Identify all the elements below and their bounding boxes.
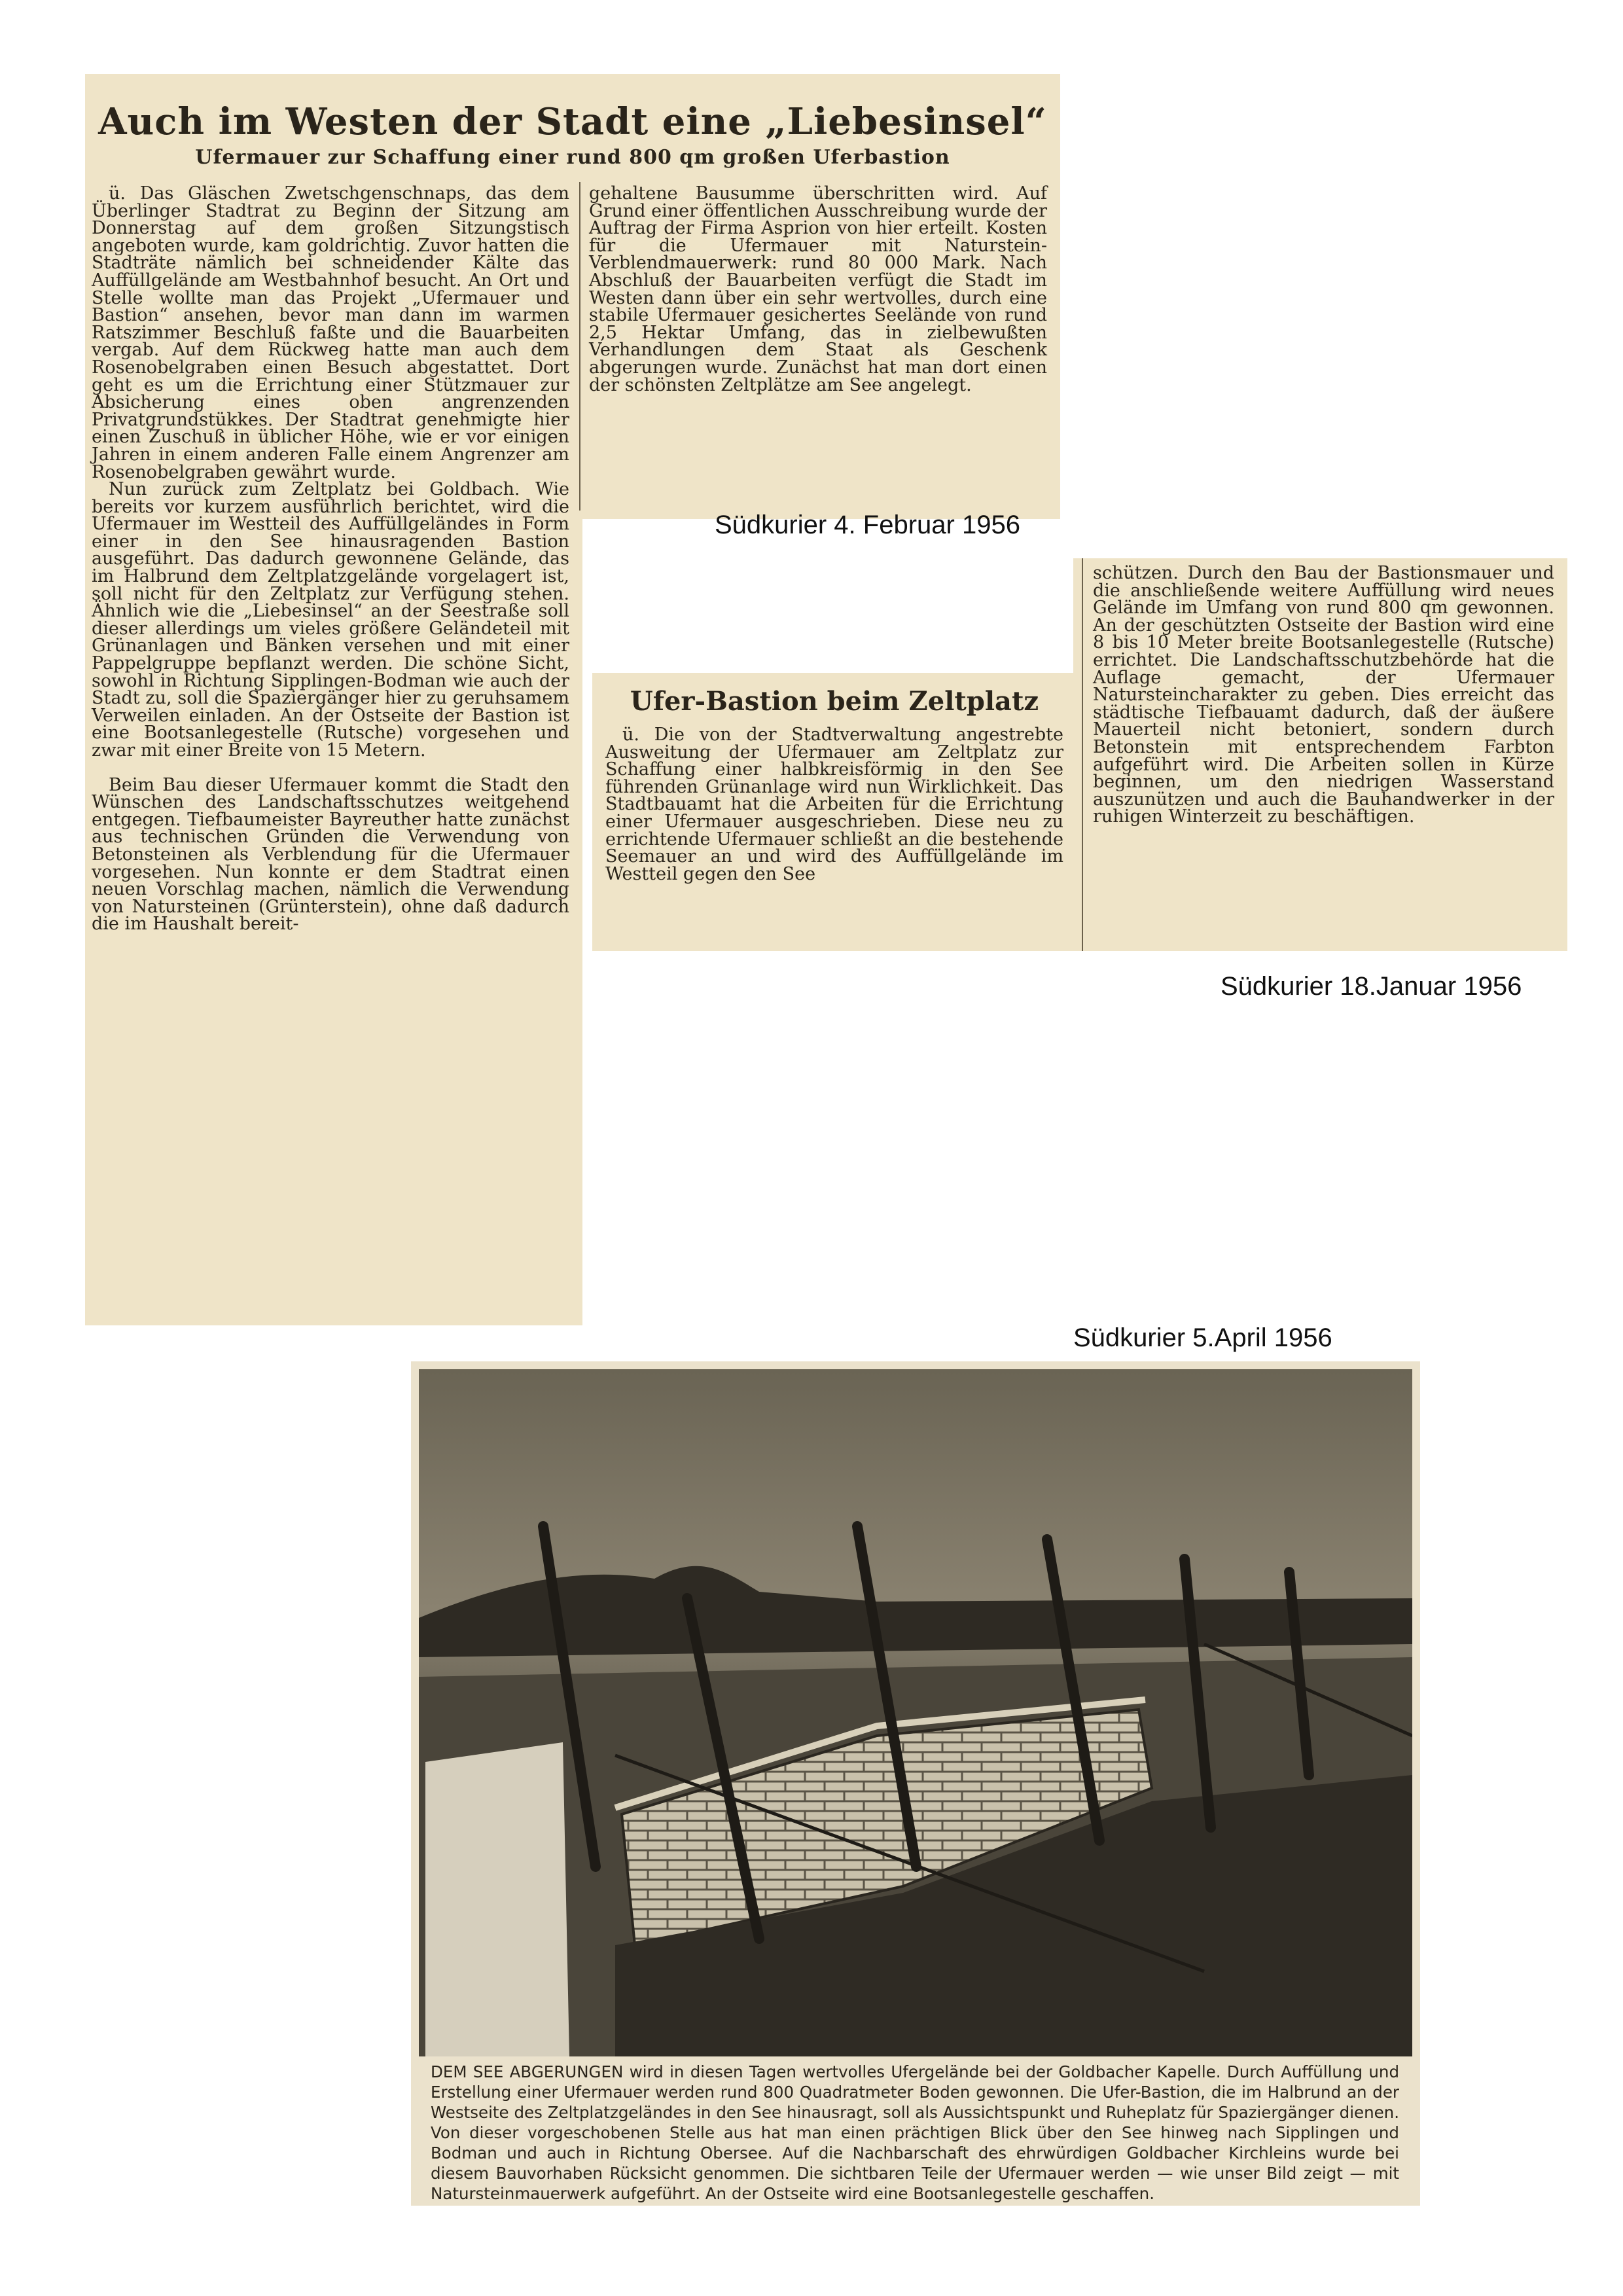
article2-column-1 xyxy=(605,726,1063,883)
article2-source: Südkurier 18.Januar 1956 xyxy=(1221,972,1522,1001)
article2-column-2 xyxy=(1093,565,1554,826)
article3-caption: DEM SEE ABGERUNGEN wird in diesen Tagen wertvolles Ufergelände bei der Goldbacher Kapelle. Durch Auffüllung und Erstellung einer Ufermauer werden rund 800 Quadratmeter Boden gewonnen. Die Ufer-Bastion, die im Halbrund an der Westseite des Zeltplatzgeländes in den See hinausragt, soll als Aussichtspunkt und Ruheplatz für Spaziergänger dienen. Von dieser vorgeschobenen Stelle aus hat man einen prächtigen Blick über den See hinweg nach Sipplingen und Bodman und auch in Richtung Obersee. Auf die Nachbarschaft des ehrwürdigen Goldbacher Kirchleins wurde bei diesem Bauvorhaben Rücksicht genommen. Die sichtbaren Teile der Ufermauer werden — wie unser Bild zeigt — mit Natursteinmauerwerk aufgeführt. An der Ostseite wird eine Bootsanlegestelle geschaffen. xyxy=(431,2062,1399,2203)
construction-photo xyxy=(419,1369,1412,2056)
column-rule xyxy=(1082,558,1083,951)
article1-headline: Auch im Westen der Stadt eine „Liebesinsel“ xyxy=(98,100,1047,143)
article2-clipping-left xyxy=(592,673,1077,951)
article2-headline: Ufer-Bastion beim Zeltplatz xyxy=(630,686,1039,717)
article1-column-1 xyxy=(92,185,569,933)
article2-clipping-right xyxy=(1073,558,1567,951)
article1-col1-para3: Beim Bau dieser Ufermauer kommt die Stadt den Wünschen des Landschaftsschutzes weitgehend entgegen. Tiefbaumeister Bayreuther hatte zunächst aus technischen Gründen die Verwendung von Betonsteinen als Verblendung für die Ufermauer vorgesehen. Nun konnte er dem Stadtrat einen neuen Vorschlag machen, nämlich die Verwendung von Natursteinen (Grünterstein), ohne daß dadurch die im Haushalt bereit- xyxy=(92,774,569,935)
article3-clipping xyxy=(411,1361,1420,2206)
article1-subheadline: Ufermauer zur Schaffung einer rund 800 qm großen Uferbastion xyxy=(195,146,950,169)
article1-column-2 xyxy=(589,185,1047,394)
article2-col2-text: schützen. Durch den Bau der Bastionsmauer und die anschließende weitere Auffüllung wird neues Gelände im Umfang von rund 800 qm gewonnen. An der geschützten Ostseite der Bastion wird eine 8 bis 10 Meter breite Bootsanlegestelle (Rutsche) errichtet. Die Landschaftsschutzbehörde hat die Auflage gemacht, der Ufermauer Natursteincharakter zu geben. Dies erreicht das städtische Tiefbauamt dadurch, daß der äußere Mauerteil nicht betoniert, sondern durch Betonstein mit entsprechendem Farbton aufgeführt wird. Die Arbeiten sollen in Kürze beginnen, um den niedrigen Wasserstand auszunützen und auch die Bauhandwerker in der ruhigen Winterzeit zu beschäftigen. xyxy=(1093,563,1554,827)
article1-col1-para1: ü. Das Gläschen Zwetschgenschnaps, das dem Überlinger Stadtrat zu Beginn der Sitzung am Donnerstag auf dem großen Sitzungstisch angeboten wurde, kam goldrichtig. Zuvor hatten die Stadträte nämlich bei schneidender Kälte das Auffüllgelände am Westbahnhof besucht. An Ort und Stelle wollte man das Projekt „Ufermauer und Bastion“ ansehen, bevor man dann im warmen Ratszimmer Beschluß faßte und die Bauarbeiten vergab. Auf dem Rückweg hatte man auch dem Rosenobelgraben einen Besuch abgestattet. Dort geht es um die Errichtung einer Stützmauer zur Absicherung eines oben angrenzenden Privatgrundstükkes. Der Stadtrat genehmigte hier einen Zuschuß in üblicher Höhe, wie er vor einigen Jahren in einem anderen Falle einem Angrenzer am Rosenobelgraben gewährt wurde. xyxy=(92,183,569,482)
article1-col1-para2: Nun zurück zum Zeltplatz bei Goldbach. Wie bereits vor kurzem ausführlich berichtet, wird die Ufermauer im Westteil des Auffüllgeländes in Form einer in den See hinausragenden Bastion ausgeführt. Das dadurch gewonnene Gelände, das im Halbrund dem Zeltplatzgelände vorgelagert ist, soll nicht für den Zeltplatz zur Verfügung stehen. Ähnlich wie die „Liebesinsel“ an der Seestraße soll dieser allerdings um vieles größere Geländeteil mit Grünanlagen und Bänken versehen und mit einer Pappelgruppe bepflanzt werden. Die schöne Sicht, sowohl in Richtung Sipplingen-Bodman wie auch der Stadt zu, soll die Spaziergänger hier zu geruhsamem Verweilen einladen. An der Ostseite der Bastion ist eine Bootsanlegestelle (Rutsche) vorgesehen und zwar mit einer Breite von 15 Metern. xyxy=(92,479,569,761)
article2-col1-text: ü. Die von der Stadtverwaltung angestrebte Ausweitung der Ufermauer am Zeltplatz zur Schaffung einer halbkreisförmig in den See führenden Grünanlage wird nun Wirklichkeit. Das Stadtbauamt hat die Arbeiten für die Errichtung einer Ufermauer ausgeschrieben. Diese neu zu errichtende Ufermauer schließt an die bestehende Seemauer an und wird des Auffüllgelände im Westteil gegen den See xyxy=(605,725,1063,884)
article1-source: Südkurier 4. Februar 1956 xyxy=(715,511,1020,539)
article3-source: Südkurier 5.April 1956 xyxy=(1073,1323,1332,1352)
article1-col2-text: gehaltene Bausumme überschritten wird. Auf Grund einer öffentlichen Ausschreibung wurde der Auftrag der Firma Asprion von hier erteilt. Kosten für die Ufermauer mit Naturstein-Verblendmauerwerk: rund 80 000 Mark. Nach Abschluß der Bauarbeiten verfügt die Stadt im Westen dann über ein sehr wertvolles, durch eine stabile Ufermauer gesichertes Seelände von rund 2,5 Hektar Umfang, das in zielbewußten Verhandlungen dem Staat als Geschenk abgerungen wurde. Zunächst hat man dort einen der schönsten Zeltplätze am See angelegt. xyxy=(589,183,1047,395)
